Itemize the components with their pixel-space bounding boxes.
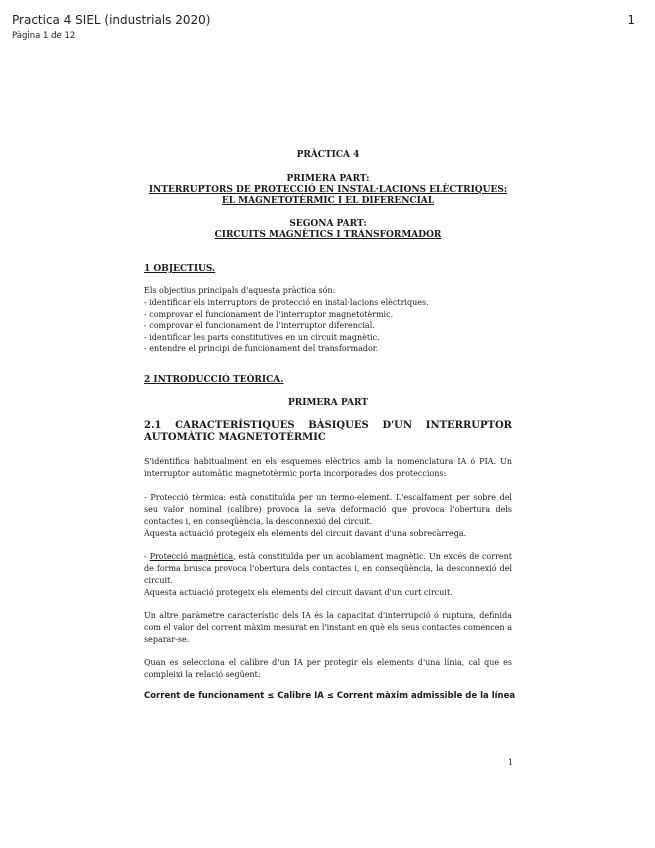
magnetic-protection-paragraph (144, 551, 512, 587)
objectives-intro: Els objectius principals d'aquesta pràctica són: (144, 286, 336, 295)
footer-page-number: 1 (508, 758, 514, 767)
magnetic-label: Protecció magnètica (149, 551, 234, 561)
part1-title-line2: EL MAGNETOTÈRMIC I EL DIFERENCIAL (221, 196, 435, 206)
page-indicator: Pàgina 1 de 12 (12, 31, 76, 41)
magnetic-protection-note: Aquesta actuació protegeix els elements del circuit davant d'un curt circuit. (144, 587, 453, 597)
list-item: - entendre el principi de funcionament del transformador. (144, 344, 379, 353)
page-number: 1 (627, 13, 635, 27)
part2-label: SEGONA PART: (289, 219, 367, 229)
document-page (144, 150, 516, 701)
part1-label: PRIMERA PART: (286, 174, 370, 184)
section1-heading: 1 OBJECTIUS. (144, 264, 216, 274)
intro-paragraph: S'identifica habitualment en els esquemes elèctrics amb la nomenclatura IA ó PIA. Un interruptor automàtic magnetotèrmic porta incorporades dos proteccions: (144, 456, 512, 478)
part1-title-line1: INTERRUPTORS DE PROTECCIÓ EN INSTAL·LACIONS ELÈCTRIQUES: (148, 185, 508, 195)
section21-heading: 2.1 CARACTERÍSTIQUES BÀSIQUES D'UN INTERRUPTOR AUTOMÀTIC MAGNETOTÈRMIC (144, 419, 512, 443)
list-item: - comprovar el funcionament de l'interruptor diferencial. (144, 321, 375, 330)
objectives-list (144, 297, 512, 355)
list-item: - comprovar el funcionament de l'interruptor magnetotèrmic. (144, 309, 394, 319)
magnetic-text: , està constituïda per un acoblament magnètic. Un excés de corrent de forma brusca provoca l'obertura dels contactes i, en conseqüència, la desconnexió del circuit. (144, 551, 512, 585)
list-item: - identificar els interruptors de protecció en instal·lacions elèctriques. (144, 298, 429, 307)
selection-formula: Corrent de funcionament ≤ Calibre IA ≤ Corrent màxim admissible de la línea (144, 690, 516, 701)
practica-heading: PRÀCTICA 4 (296, 150, 360, 160)
document-title: Practica 4 SIEL (industrials 2020) (12, 13, 211, 27)
selection-paragraph: Quan es selecciona el calibre d'un IA per protegir els elements d'una línia, cal que es compleixi la relació següent: (144, 657, 512, 679)
primera-part-heading: PRIMERA PART (288, 397, 368, 408)
thermal-protection-paragraph: - Protecció tèrmica: està constituïda per un termo-element. L'escalfament per sobre del seu valor nominal (calibre) provoca la seva deformació que provoca l'obertura dels contactes i, en conseqüència, la desconnexió del circuit. (144, 492, 512, 526)
breaking-capacity-paragraph: Un altre paràmetre característic dels IA és la capacitat d'interrupció ó ruptura, definida com el valor del corrent màxim mesurat en l'instant en què els seus contactes comencen a separar-se. (144, 610, 512, 644)
part2-title: CIRCUITS MAGNÈTICS I TRANSFORMADOR (214, 230, 442, 240)
list-item: - identificar les parts constitutives en un circuit magnètic. (144, 332, 380, 342)
section2-heading: 2 INTRODUCCIÓ TEÒRICA. (144, 374, 284, 385)
thermal-protection-note: Aquesta actuació protegeix els elements del circuit davant d'una sobrecàrrega. (144, 528, 467, 538)
magnetic-prefix: - (144, 551, 150, 561)
